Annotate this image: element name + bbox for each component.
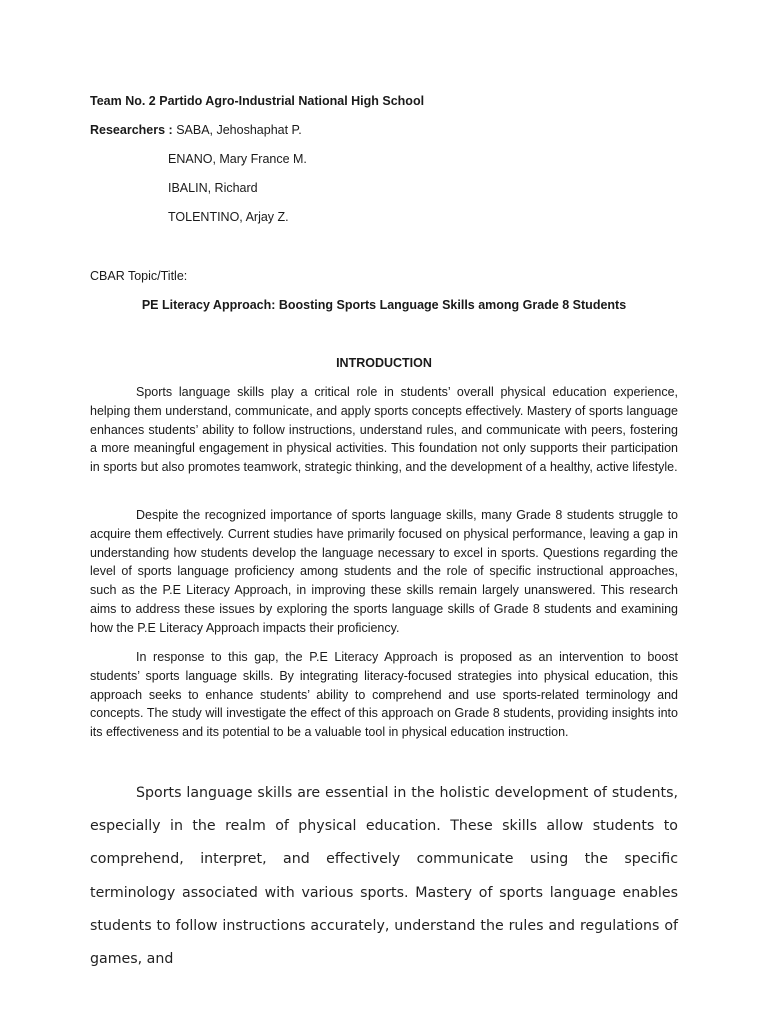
researcher-name: TOLENTINO, Arjay Z. [168, 210, 289, 224]
researcher-name: IBALIN, Richard [168, 181, 258, 195]
school-line: Team No. 2 Partido Agro-Industrial National High School [90, 94, 425, 108]
document-title: PE Literacy Approach: Boosting Sports Language Skills among Grade 8 Students [141, 298, 627, 312]
intro-paragraph: Sports language skills play a critical role in students’ overall physical education experience, helping them understand, communicate, and apply sports concepts effectively. Mastery of sports language enhances students’ ability to follow instructions, understand rules, and communicate with peers, fostering a more meaningful engagement in physical activities. This foundation not only supports their participation in sports but also promotes teamwork, strategic thinking, and the development of a healthy, active lifestyle. [90, 385, 678, 475]
body-paragraph: Sports language skills are essential in the holistic development of students, especially in the realm of physical education. These skills allow students to comprehend, interpret, and effectively communicate using the specific terminology associated with various sports. Mastery of sports language enables students to follow instructions accurately, understand the rules and regulations of games, and [90, 785, 678, 968]
researchers-label: Researchers : [90, 123, 173, 137]
section-heading: INTRODUCTION [336, 356, 432, 370]
intro-paragraph: Despite the recognized importance of sports language skills, many Grade 8 students struggle to acquire them effectively. Current studies have primarily focused on physical performance, leaving a gap in understanding how students develop the language necessary to excel in sports. Questions regarding the level of sports language proficiency among students and the role of specific instructional approaches, such as the P.E Literacy Approach, in improving these skills remain largely unanswered. This research aims to address these issues by exploring the sports language skills of Grade 8 students and examining how the P.E Literacy Approach impacts their proficiency. [90, 508, 678, 635]
topic-label: CBAR Topic/Title: [90, 269, 188, 283]
document-page [90, 0, 678, 1024]
researcher-name: ENANO, Mary France M. [168, 152, 307, 166]
researchers-line [90, 123, 302, 137]
intro-paragraph: In response to this gap, the P.E Literacy Approach is proposed as an intervention to boost students’ sports language skills. By integrating literacy-focused strategies into physical education, this approach seeks to enhance students’ ability to comprehend and use sports-related terminology and concepts. The study will investigate the effect of this approach on Grade 8 students, providing insights into its effectiveness and its potential to be a valuable tool in physical education instruction. [90, 650, 678, 740]
researcher-name: SABA, Jehoshaphat P. [176, 123, 302, 137]
